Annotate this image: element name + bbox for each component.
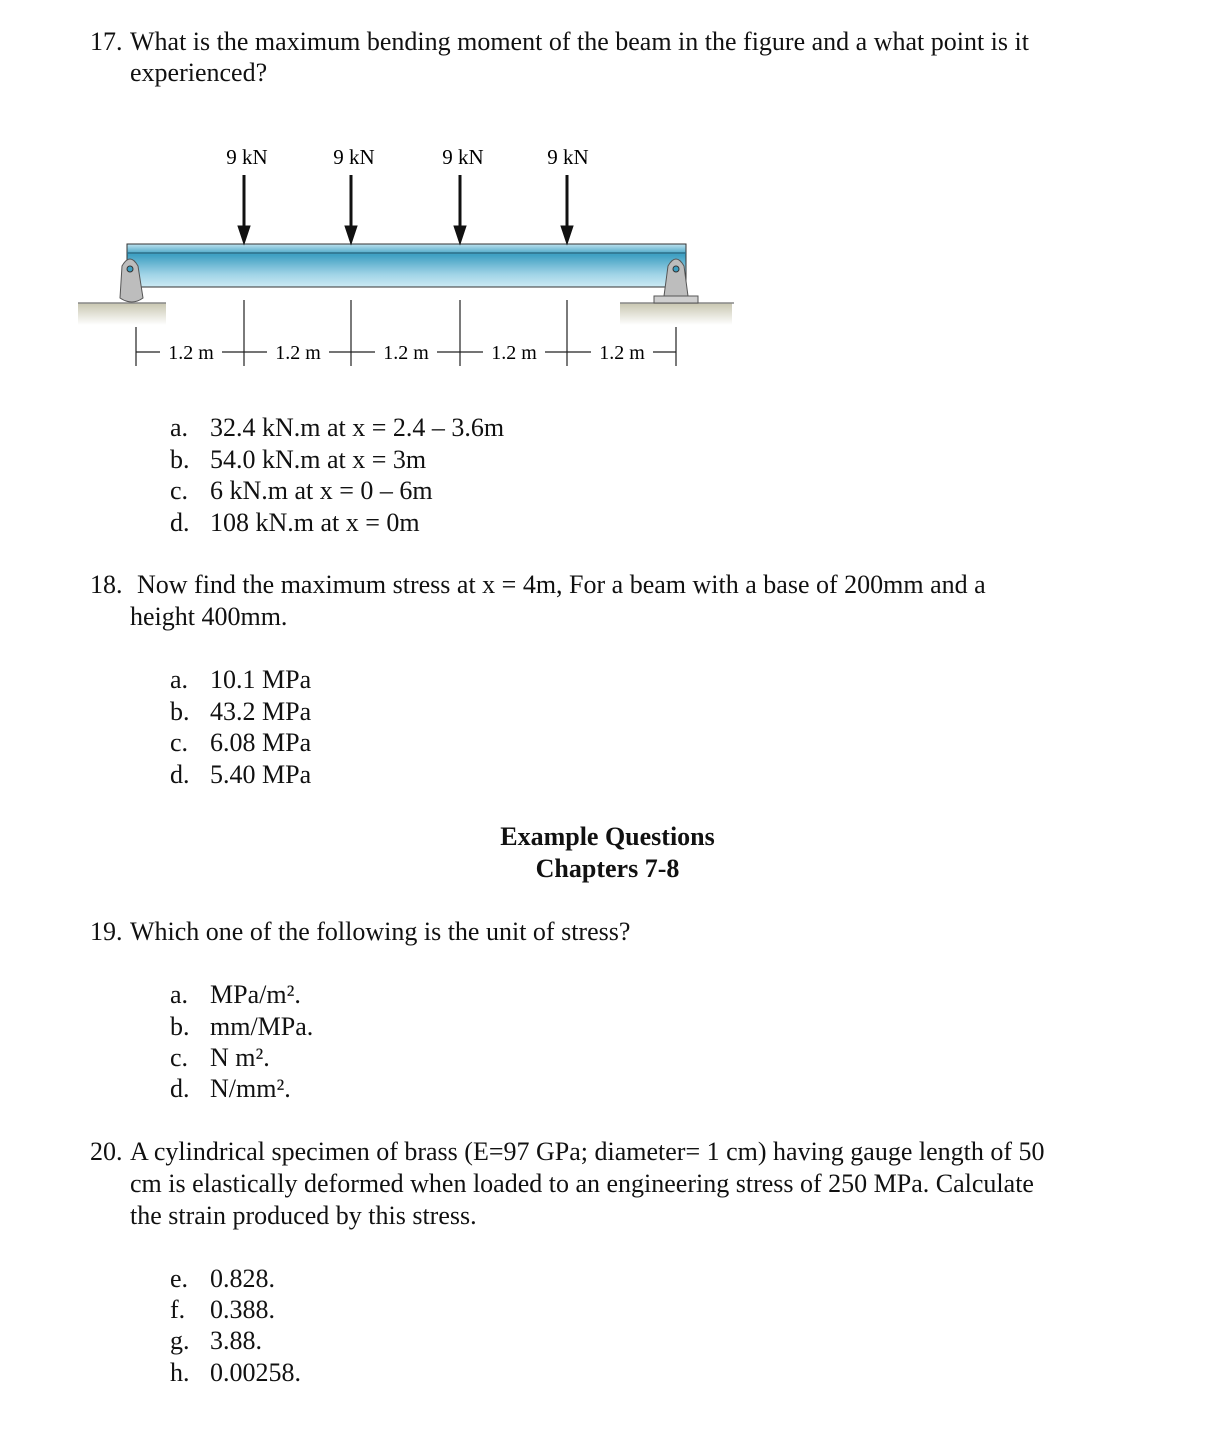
arrow-down-icon xyxy=(454,175,466,244)
section-heading: Example Questions xyxy=(500,822,715,851)
q19-option-a-letter: a. xyxy=(170,980,189,1009)
span-label: 1.2 m xyxy=(491,342,537,364)
load-label: 9 kN xyxy=(333,145,375,169)
beam xyxy=(127,244,686,287)
q18-option-c: 6.08 MPa xyxy=(210,728,312,757)
q20-option-h-letter: h. xyxy=(170,1358,190,1387)
arrow-down-icon xyxy=(238,175,250,244)
q20-option-f: 0.388. xyxy=(210,1295,275,1324)
q18-text-line2: height 400mm. xyxy=(130,602,288,631)
q20-number: 20. xyxy=(90,1137,123,1166)
arrow-down-icon xyxy=(561,175,573,244)
span-label: 1.2 m xyxy=(383,342,429,364)
q19-option-a: MPa/m². xyxy=(210,980,301,1009)
q20-option-e-letter: e. xyxy=(170,1264,189,1293)
q18-number: 18. xyxy=(90,570,123,599)
q19-option-c: N m². xyxy=(210,1043,270,1072)
q19-option-c-letter: c. xyxy=(170,1043,189,1072)
left-ground xyxy=(78,303,166,325)
q17-number: 17. xyxy=(90,27,123,56)
q19-option-b-letter: b. xyxy=(170,1012,190,1041)
q19-text: Which one of the following is the unit of stress? xyxy=(130,917,631,946)
q19-option-d-letter: d. xyxy=(170,1074,190,1103)
load-label: 9 kN xyxy=(226,145,268,169)
q17-option-a-letter: a. xyxy=(170,413,189,442)
q17-text-line1: What is the maximum bending moment of the beam in the figure and a what point is it xyxy=(130,27,1029,56)
right-ground xyxy=(620,303,732,325)
q20-text-line2: cm is elastically deformed when loaded to an engineering stress of 250 MPa. Calculate xyxy=(130,1169,1034,1198)
q17-option-d: 108 kN.m at x = 0m xyxy=(210,508,420,537)
span-label: 1.2 m xyxy=(275,342,321,364)
q19-option-d: N/mm². xyxy=(210,1074,291,1103)
q20-option-f-letter: f. xyxy=(170,1295,186,1324)
span-label: 1.2 m xyxy=(599,342,645,364)
load-arrows xyxy=(238,175,573,244)
q20-text-line1: A cylindrical specimen of brass (E=97 GPa; diameter= 1 cm) having gauge length of 50 xyxy=(130,1137,1045,1166)
q17-option-c: 6 kN.m at x = 0 – 6m xyxy=(210,476,433,505)
span-label: 1.2 m xyxy=(168,342,214,364)
q20-option-e: 0.828. xyxy=(210,1264,275,1293)
q18-option-c-letter: c. xyxy=(170,728,189,757)
q17-option-c-letter: c. xyxy=(170,476,189,505)
beam-figure xyxy=(70,140,750,380)
q17-option-b: 54.0 kN.m at x = 3m xyxy=(210,445,427,474)
q19-option-b: mm/MPa. xyxy=(210,1012,314,1041)
load-label: 9 kN xyxy=(547,145,589,169)
q18-option-a: 10.1 MPa xyxy=(210,665,312,694)
q18-option-a-letter: a. xyxy=(170,665,189,694)
q20-option-g: 3.88. xyxy=(210,1326,262,1355)
arrow-down-icon xyxy=(345,175,357,244)
q17-option-a: 32.4 kN.m at x = 2.4 – 3.6m xyxy=(210,413,505,442)
q18-text-line1: Now find the maximum stress at x = 4m, For a beam with a base of 200mm and a xyxy=(137,570,986,599)
q18-option-d: 5.40 MPa xyxy=(210,760,312,789)
q18-option-b: 43.2 MPa xyxy=(210,697,312,726)
q17-text-line2: experienced? xyxy=(130,58,268,87)
q20-option-h: 0.00258. xyxy=(210,1358,301,1387)
load-label: 9 kN xyxy=(442,145,484,169)
section-subheading: Chapters 7-8 xyxy=(535,854,680,883)
q18-option-d-letter: d. xyxy=(170,760,190,789)
q18-option-b-letter: b. xyxy=(170,697,190,726)
q19-number: 19. xyxy=(90,917,123,946)
q20-option-g-letter: g. xyxy=(170,1326,190,1355)
q17-option-b-letter: b. xyxy=(170,445,190,474)
q17-option-d-letter: d. xyxy=(170,508,190,537)
q20-text-line3: the strain produced by this stress. xyxy=(130,1201,477,1230)
